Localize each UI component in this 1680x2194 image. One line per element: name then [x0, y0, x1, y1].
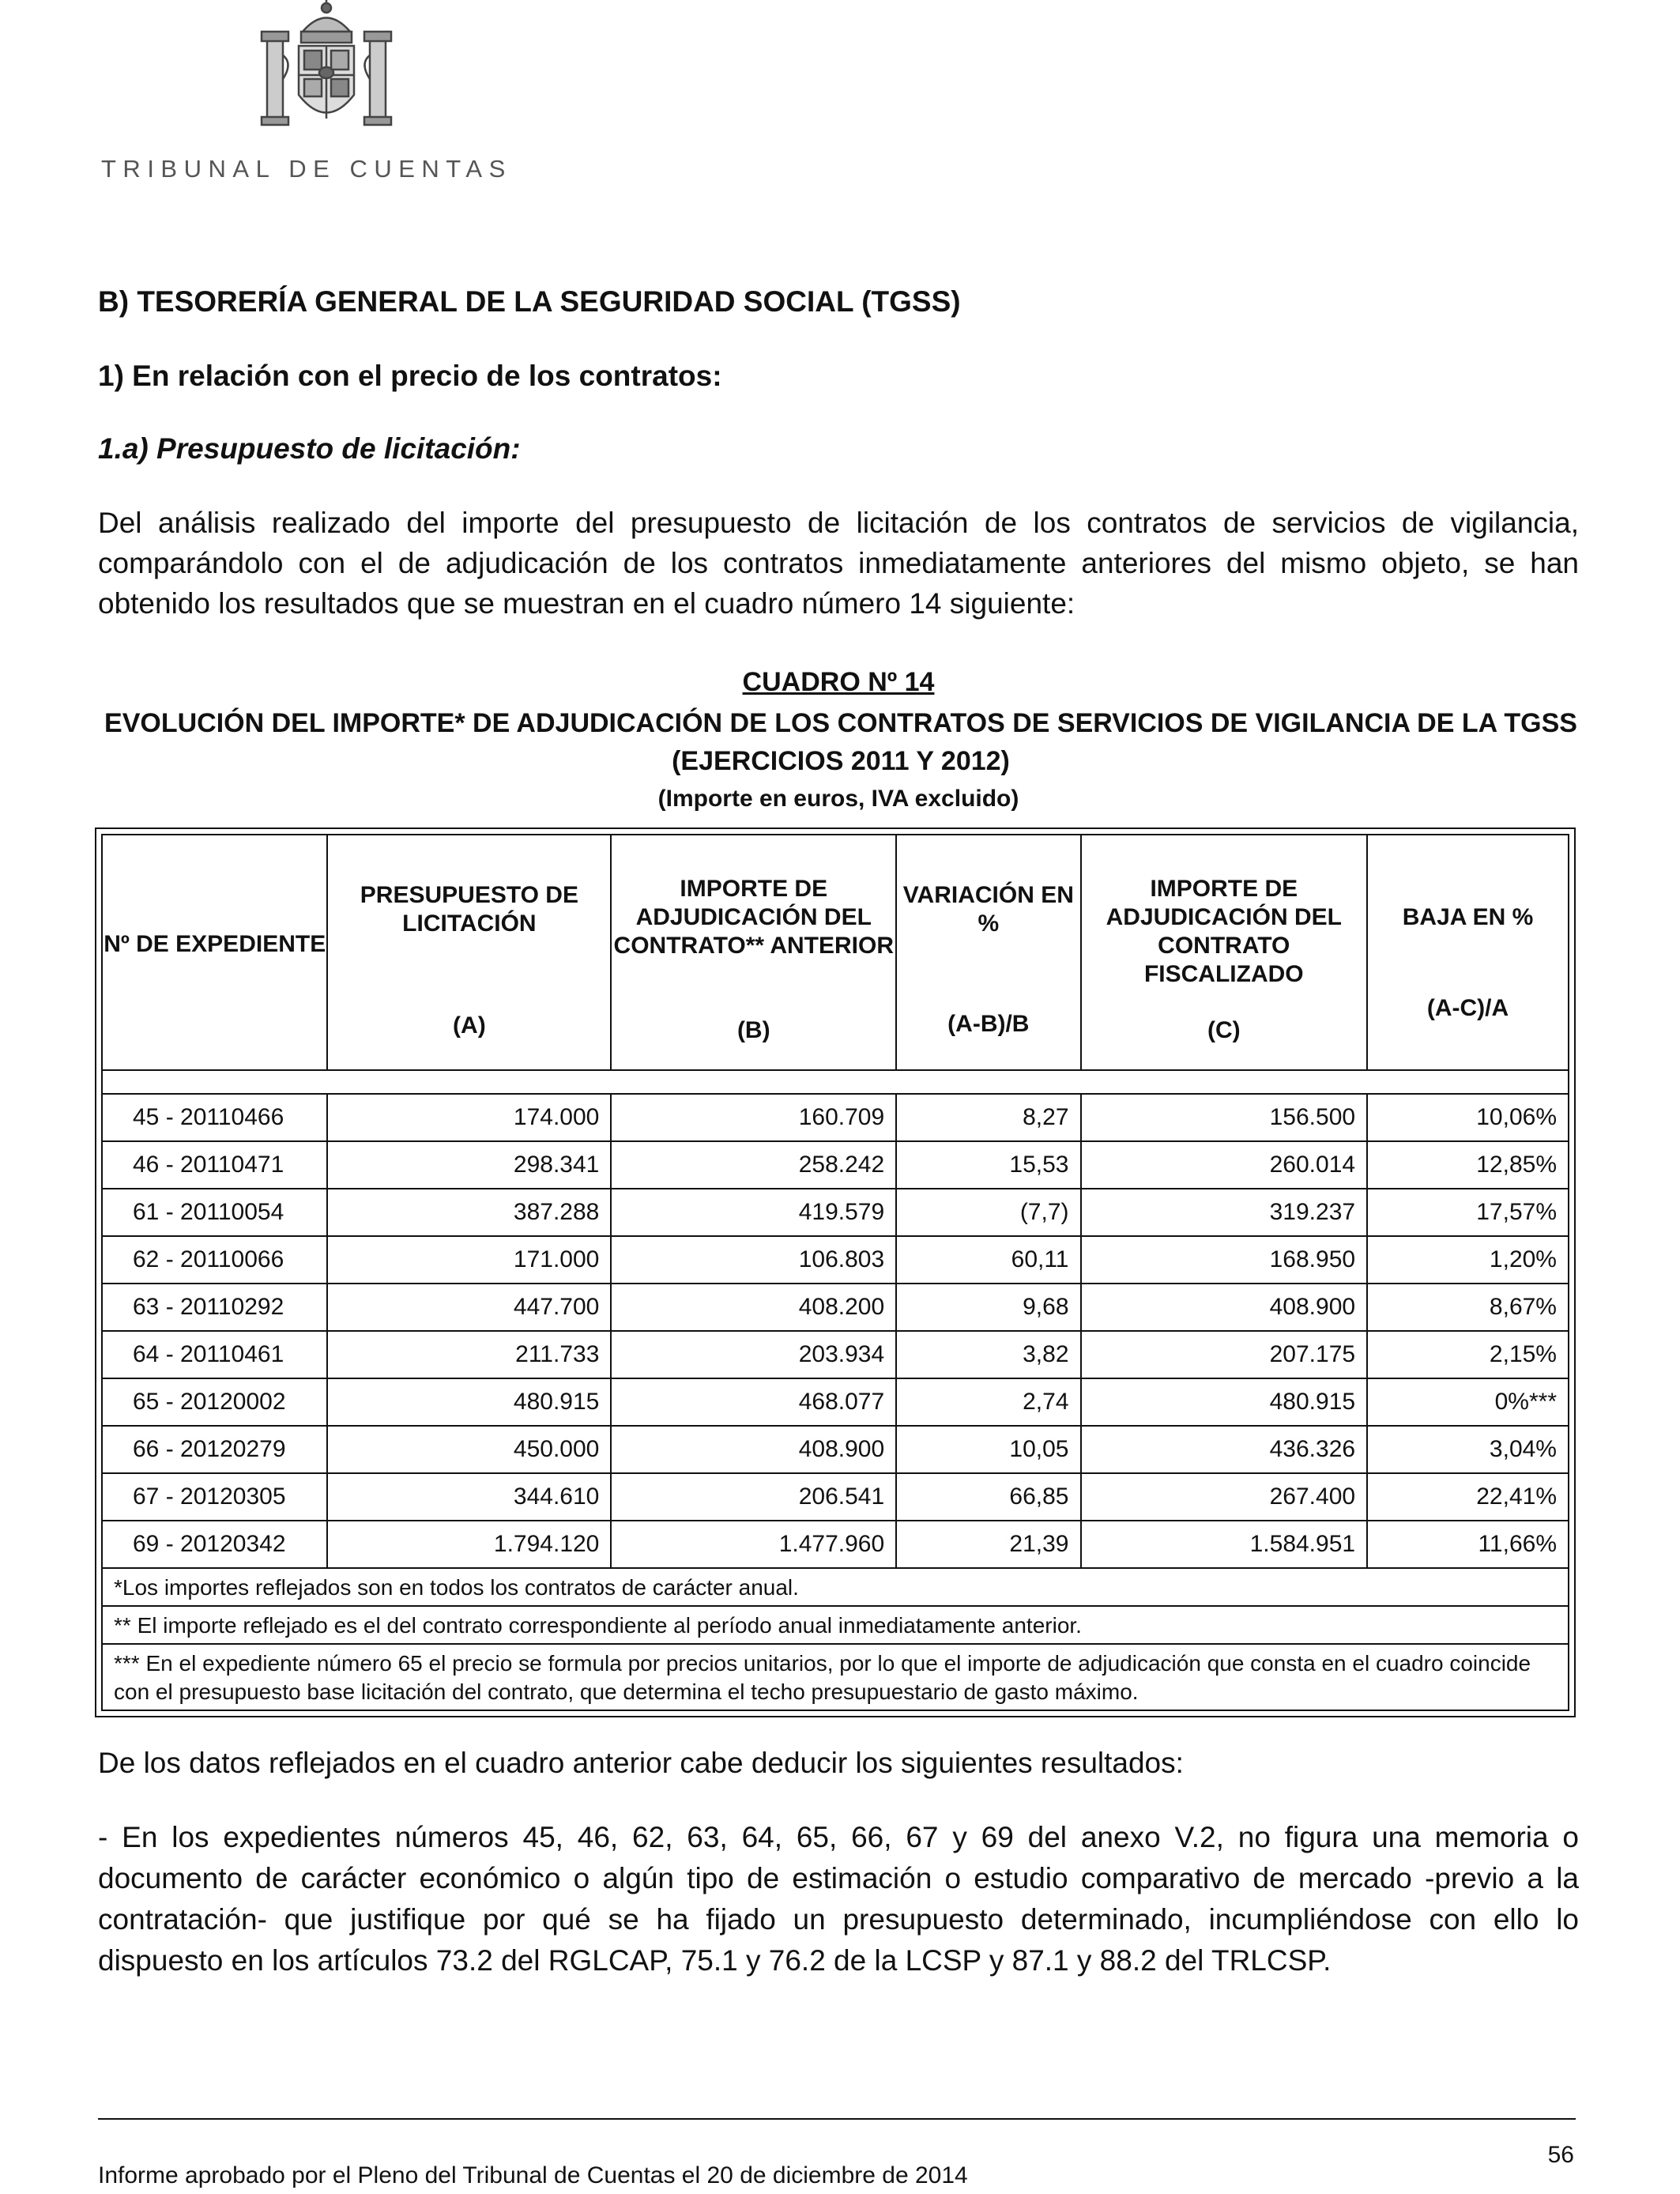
baja-cell: 0%***	[1367, 1378, 1569, 1426]
document-body	[98, 285, 1579, 1981]
baja-cell: 11,66%	[1367, 1521, 1569, 1568]
baja-cell: 8,67%	[1367, 1284, 1569, 1331]
baja-cell: 1,20%	[1367, 1236, 1569, 1284]
baja-cell: 12,85%	[1367, 1141, 1569, 1189]
variacion-cell: 9,68	[896, 1284, 1080, 1331]
expediente-cell: 63 - 20110292	[102, 1284, 327, 1331]
expediente-cell: 64 - 20110461	[102, 1331, 327, 1378]
variacion-cell: 8,27	[896, 1094, 1080, 1141]
footnote-row	[102, 1606, 1569, 1644]
header-cell	[896, 835, 1080, 1070]
expediente-cell: 62 - 20110066	[102, 1236, 327, 1284]
baja-cell: 3,04%	[1367, 1426, 1569, 1473]
expediente-cell: 61 - 20110054	[102, 1189, 327, 1236]
expediente-cell: 65 - 20120002	[102, 1378, 327, 1426]
footnote-row	[102, 1644, 1569, 1710]
expediente-cell: 66 - 20120279	[102, 1426, 327, 1473]
footer-text: Informe aprobado por el Pleno del Tribunal de Cuentas el 20 de diciembre de 2014	[98, 2162, 968, 2188]
variacion-cell: 10,05	[896, 1426, 1080, 1473]
header-cell	[327, 835, 611, 1070]
section-subsubtitle: 1.a) Presupuesto de licitación:	[98, 432, 521, 465]
presupuesto-cell: 387.288	[327, 1189, 611, 1236]
importe-anterior-cell: 160.709	[611, 1094, 896, 1141]
importe-anterior-cell: 258.242	[611, 1141, 896, 1189]
header-spacer	[102, 1070, 1569, 1094]
table-number: CUADRO Nº 14	[742, 667, 935, 697]
presupuesto-cell: 211.733	[327, 1331, 611, 1378]
intro-paragraph: Del análisis realizado del importe del presupuesto de licitación de los contratos de servicios de vigilancia, comparándolo con el de adjudicación de los contratos inmediatamente anteriores del mismo objeto, se han obtenido los resultados que se muestran en el cuadro número 14 siguiente:	[98, 507, 1579, 620]
table-row	[102, 1378, 1569, 1426]
header-cell	[102, 835, 327, 1070]
table-row	[102, 1284, 1569, 1331]
section-subtitle: 1) En relación con el precio de los contratos:	[98, 360, 722, 392]
presupuesto-cell: 171.000	[327, 1236, 611, 1284]
conclusion-paragraph: - En los expedientes números 45, 46, 62, 63, 64, 65, 66, 67 y 69 del anexo V.2, no figura una memoria o documento de carácter económico o algún tipo de estimación o estudio comparativo de mercado -previo a la contratación- que justifique por qué se ha fijado un presupuesto determinado, incumpliéndose con ello lo dispuesto en los artículos 73.2 del RGLCAP, 75.1 y 76.2 de la LCSP y 87.1 y 88.2 del TRLCSP.	[98, 1821, 1579, 1977]
variacion-cell: 15,53	[896, 1141, 1080, 1189]
baja-cell: 10,06%	[1367, 1094, 1569, 1141]
table-row	[102, 1426, 1569, 1473]
baja-cell: 17,57%	[1367, 1189, 1569, 1236]
variacion-cell: 21,39	[896, 1521, 1080, 1568]
importe-fiscalizado-cell: 436.326	[1081, 1426, 1368, 1473]
table-unit-note: (Importe en euros, IVA excluido)	[657, 786, 1019, 812]
data-table	[101, 834, 1569, 1711]
importe-anterior-cell: 408.900	[611, 1426, 896, 1473]
importe-anterior-cell: 1.477.960	[611, 1521, 896, 1568]
importe-fiscalizado-cell: 207.175	[1081, 1331, 1368, 1378]
importe-fiscalizado-cell: 408.900	[1081, 1284, 1368, 1331]
header-label: VARIACIÓN EN %	[902, 882, 1074, 937]
header-label: BAJA EN %	[1402, 904, 1534, 930]
expediente-cell: 45 - 20110466	[102, 1094, 327, 1141]
footnote-3: *** En el expediente número 65 el precio se formula por precios unitarios, por lo que el importe de adjudicación que consta en el cuadro coincide con el presupuesto base licitación del contrato, que determina el techo presupuestario de gasto máximo.	[102, 1644, 1569, 1710]
header-label: PRESUPUESTO DE LICITACIÓN	[360, 882, 578, 937]
footnote-2: ** El importe reflejado es el del contrato correspondiente al período anual inmediatamente anterior.	[102, 1606, 1569, 1644]
header-code: (C)	[1207, 1017, 1241, 1043]
table-row	[102, 1189, 1569, 1236]
header-code: (A)	[453, 1012, 486, 1039]
table-row	[102, 1141, 1569, 1189]
table-row	[102, 1473, 1569, 1521]
variacion-cell: 2,74	[896, 1378, 1080, 1426]
baja-cell: 2,15%	[1367, 1331, 1569, 1378]
presupuesto-cell: 480.915	[327, 1378, 611, 1426]
presupuesto-cell: 1.794.120	[327, 1521, 611, 1568]
importe-anterior-cell: 468.077	[611, 1378, 896, 1426]
header-label: IMPORTE DE ADJUDICACIÓN DEL CONTRATO** ANTERIOR	[613, 876, 894, 959]
presupuesto-cell: 174.000	[327, 1094, 611, 1141]
variacion-cell: 66,85	[896, 1473, 1080, 1521]
footer-divider	[98, 2118, 1576, 2120]
footnote-row	[102, 1568, 1569, 1606]
variacion-cell: 60,11	[896, 1236, 1080, 1284]
variacion-cell: (7,7)	[896, 1189, 1080, 1236]
header-label: Nº DE EXPEDIENTE	[104, 931, 326, 957]
importe-fiscalizado-cell: 156.500	[1081, 1094, 1368, 1141]
variacion-cell: 3,82	[896, 1331, 1080, 1378]
presupuesto-cell: 298.341	[327, 1141, 611, 1189]
importe-fiscalizado-cell: 480.915	[1081, 1378, 1368, 1426]
header-code: (B)	[736, 1017, 770, 1043]
table-title: EVOLUCIÓN DEL IMPORTE* DE ADJUDICACIÓN DE LOS CONTRATOS DE SERVICIOS DE VIGILANCIA DE LA TGSS (EJERCICIOS 2011 Y 2012)	[104, 708, 1577, 776]
table-frame	[95, 827, 1576, 1717]
header-cell	[1081, 835, 1368, 1070]
header-code: (A-B)/B	[947, 1011, 1030, 1037]
importe-anterior-cell: 419.579	[611, 1189, 896, 1236]
importe-anterior-cell: 203.934	[611, 1331, 896, 1378]
importe-fiscalizado-cell: 168.950	[1081, 1236, 1368, 1284]
presupuesto-cell: 450.000	[327, 1426, 611, 1473]
header-cell	[1367, 835, 1569, 1070]
importe-anterior-cell: 106.803	[611, 1236, 896, 1284]
presupuesto-cell: 447.700	[327, 1284, 611, 1331]
presupuesto-cell: 344.610	[327, 1473, 611, 1521]
section-title: B) TESORERÍA GENERAL DE LA SEGURIDAD SOCIAL (TGSS)	[98, 285, 961, 318]
institution-logo	[101, 0, 544, 190]
table-header-row	[102, 835, 1569, 1070]
importe-fiscalizado-cell: 260.014	[1081, 1141, 1368, 1189]
header-code: (A-C)/A	[1426, 995, 1509, 1021]
importe-fiscalizado-cell: 319.237	[1081, 1189, 1368, 1236]
conclusion-lead: De los datos reflejados en el cuadro anterior cabe deducir los siguientes resultados:	[98, 1747, 1184, 1779]
table-row	[102, 1236, 1569, 1284]
header-label: IMPORTE DE ADJUDICACIÓN DEL CONTRATO FISCALIZADO	[1106, 876, 1342, 987]
coat-of-arms-icon	[255, 0, 397, 138]
expediente-cell: 67 - 20120305	[102, 1473, 327, 1521]
page-number: 56	[1547, 2142, 1574, 2168]
table-row	[102, 1331, 1569, 1378]
importe-fiscalizado-cell: 1.584.951	[1081, 1521, 1368, 1568]
institution-name: TRIBUNAL DE CUENTAS	[101, 155, 512, 183]
footnote-1: *Los importes reflejados son en todos los contratos de carácter anual.	[102, 1568, 1569, 1606]
importe-anterior-cell: 206.541	[611, 1473, 896, 1521]
header-cell	[611, 835, 896, 1070]
table-row	[102, 1521, 1569, 1568]
expediente-cell: 69 - 20120342	[102, 1521, 327, 1568]
importe-anterior-cell: 408.200	[611, 1284, 896, 1331]
expediente-cell: 46 - 20110471	[102, 1141, 327, 1189]
baja-cell: 22,41%	[1367, 1473, 1569, 1521]
table-row	[102, 1094, 1569, 1141]
importe-fiscalizado-cell: 267.400	[1081, 1473, 1368, 1521]
